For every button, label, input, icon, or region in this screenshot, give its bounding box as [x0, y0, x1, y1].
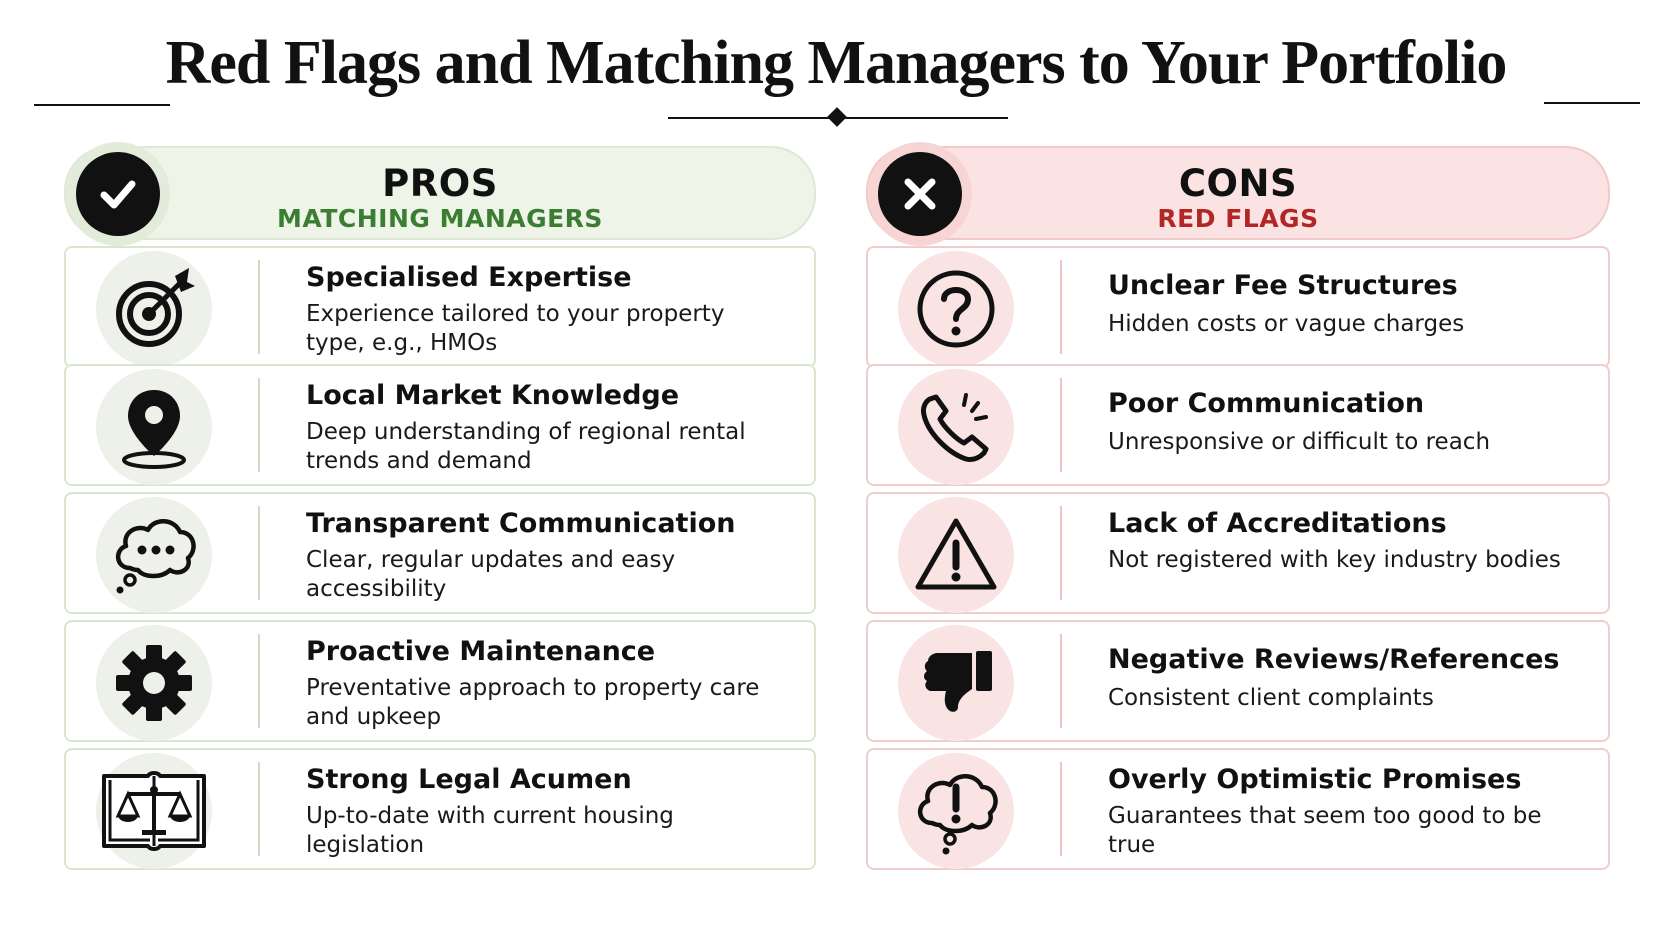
title-rule-right — [1544, 102, 1640, 104]
card-description: Unresponsive or difficult to reach — [1108, 429, 1491, 455]
title-diamond-ornament — [827, 107, 847, 127]
thumbs-down-icon — [898, 625, 1014, 741]
cons-card-negative-reviews — [866, 620, 1610, 742]
alert-bubble-icon — [898, 753, 1014, 869]
card-title: Local Market Knowledge — [306, 380, 680, 411]
card-title: Poor Communication — [1108, 388, 1425, 419]
cons-subheading: RED FLAGS — [1157, 204, 1319, 233]
pros-card-strong-legal-acumen — [64, 748, 816, 870]
card-title: Overly Optimistic Promises — [1108, 764, 1522, 795]
card-description: Experience tailored to your property type, e.g., HMOs — [306, 301, 725, 356]
card-description: Deep understanding of regional rental trends and demand — [306, 419, 746, 474]
pros-card-transparent-communication — [64, 492, 816, 614]
pros-column — [64, 146, 816, 858]
card-description: Hidden costs or vague charges — [1108, 311, 1465, 337]
pros-card-specialised-expertise — [64, 246, 816, 368]
pros-header — [64, 146, 816, 240]
pros-subheading: MATCHING MANAGERS — [277, 204, 603, 233]
card-title: Strong Legal Acumen — [306, 764, 632, 795]
cons-card-overly-optimistic-promises — [866, 748, 1610, 870]
page-title: Red Flags and Matching Managers to Your Portfolio — [165, 29, 1507, 97]
card-title: Lack of Accreditations — [1108, 508, 1447, 539]
cons-card-lack-of-accreditations — [866, 492, 1610, 614]
card-description: Consistent client complaints — [1108, 685, 1434, 711]
card-description: Guarantees that seem too good to be true — [1108, 803, 1542, 858]
cons-column — [866, 146, 1610, 858]
card-description: Preventative approach to property care and upkeep — [306, 675, 760, 730]
card-description: Up-to-date with current housing legislation — [306, 803, 674, 858]
title-rule-left — [34, 104, 170, 106]
card-title: Unclear Fee Structures — [1108, 270, 1458, 301]
card-title: Negative Reviews/References — [1108, 644, 1560, 675]
card-description: Clear, regular updates and easy accessibility — [306, 547, 676, 602]
cons-heading: CONS — [1178, 162, 1298, 205]
law-book-icon — [96, 753, 212, 869]
card-description: Not registered with key industry bodies — [1108, 547, 1561, 573]
pros-card-proactive-maintenance — [64, 620, 816, 742]
map-pin-icon — [96, 369, 212, 485]
pros-card-local-market-knowledge — [64, 364, 816, 486]
phone-icon — [898, 369, 1014, 485]
warning-icon — [898, 497, 1014, 613]
thought-bubble-icon — [96, 497, 212, 613]
card-title: Specialised Expertise — [306, 262, 632, 293]
title-area — [0, 0, 1672, 130]
cons-card-poor-communication — [866, 364, 1610, 486]
card-title: Proactive Maintenance — [306, 636, 656, 667]
pros-heading: PROS — [382, 162, 498, 205]
card-title: Transparent Communication — [306, 508, 736, 539]
gear-icon — [96, 625, 212, 741]
cons-header — [866, 146, 1610, 240]
cons-card-unclear-fee-structures — [866, 246, 1610, 368]
question-icon — [898, 251, 1014, 367]
target-icon — [96, 251, 212, 367]
